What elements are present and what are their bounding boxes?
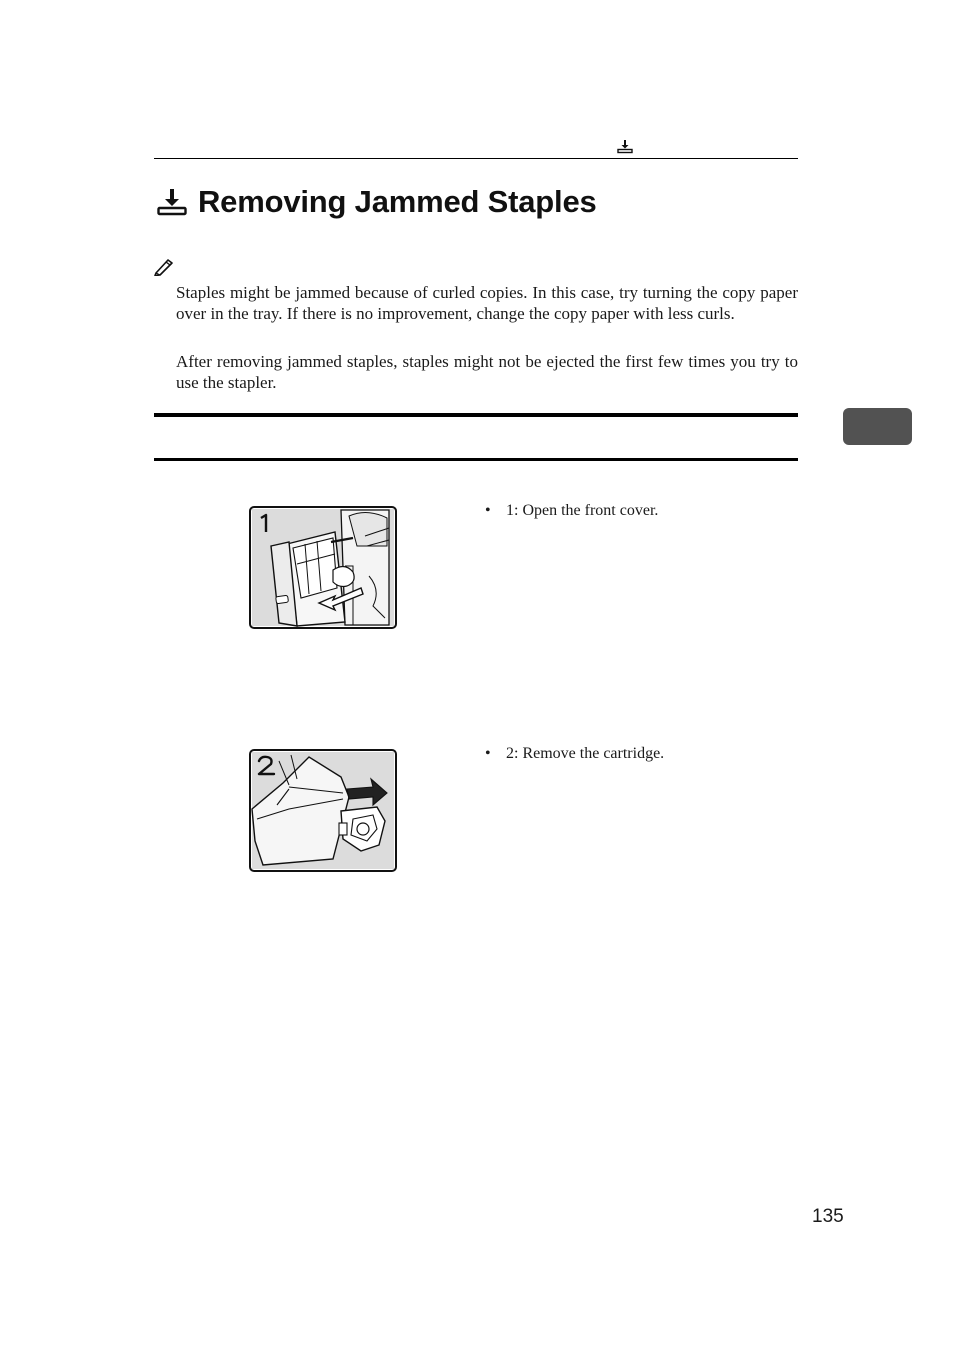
section-divider-bottom [154, 458, 798, 461]
chapter-tab [843, 408, 912, 445]
step-item [485, 744, 664, 764]
page-number: 135 [812, 1206, 844, 1227]
header-staple-icon [617, 139, 633, 154]
figure-open-front-cover [249, 506, 397, 629]
section-divider-top [154, 413, 798, 417]
header-rule [154, 158, 798, 159]
note-paragraph: Staples might be jammed because of curled copies. In this case, try turning the copy paper over in the tray. If there is no improvement, change the copy paper with less curls. [176, 283, 798, 323]
pencil-note-icon [153, 257, 175, 276]
bullet: • [485, 502, 491, 519]
step-text: 1: Open the front cover. [506, 502, 659, 519]
staple-icon [156, 187, 188, 217]
section-title-row [156, 180, 597, 224]
bullet: • [485, 745, 491, 762]
section-title: Removing Jammed Staples [198, 184, 597, 219]
note-paragraph: After removing jammed staples, staples might not be ejected the first few times you try to use the stapler. [176, 352, 798, 392]
step-item [485, 501, 658, 521]
step-text: 2: Remove the cartridge. [506, 745, 665, 762]
figure-remove-cartridge [249, 749, 397, 872]
